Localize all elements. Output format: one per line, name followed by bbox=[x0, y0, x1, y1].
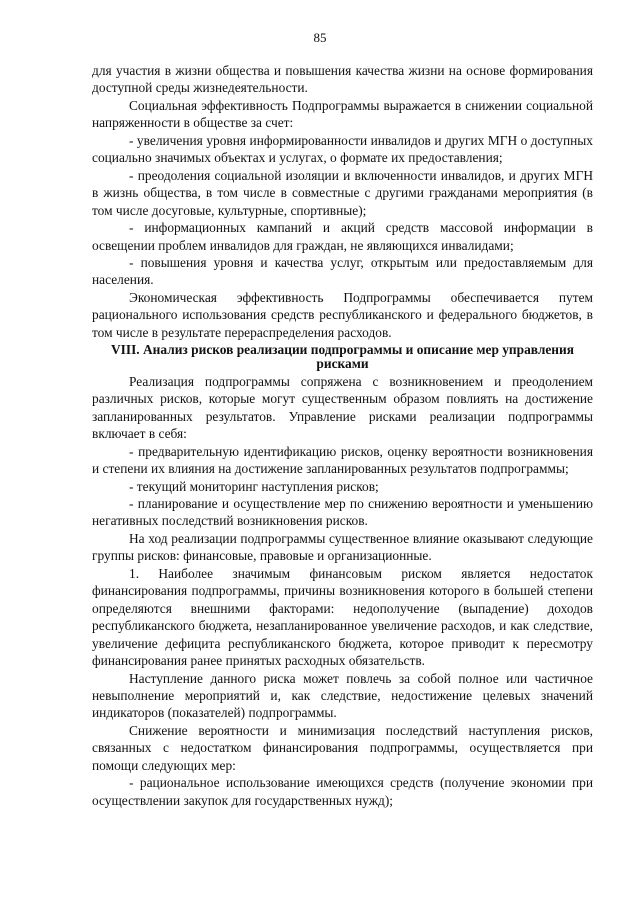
paragraph: На ход реализации подпрограммы существенное влияние оказывают следующие группы рисков: финансовые, правовые и организационные. bbox=[92, 530, 593, 564]
paragraph: Снижение вероятности и минимизация последствий наступления рисков, связанных с недостатком финансирования подпрограммы, осуществляется при помощи следующих мер: bbox=[92, 722, 593, 773]
list-item: - преодоления социальной изоляции и включенности инвалидов, и других МГН в жизнь общества, в том числе в совместные с другими гражданами мероприятия (в том числе досуговые, культурные, спортивные); bbox=[92, 167, 593, 218]
list-item: - повышения уровня и качества услуг, открытым или предоставляемым для населения. bbox=[92, 254, 593, 288]
paragraph: для участия в жизни общества и повышения качества жизни на основе формирования доступной среды жизнедеятельности. bbox=[92, 63, 593, 96]
list-item: - текущий мониторинг наступления рисков; bbox=[129, 478, 379, 494]
page-number: 85 bbox=[313, 30, 327, 45]
document-body bbox=[92, 62, 593, 809]
paragraph: 1. Наиболее значимым финансовым риском является недостаток финансирования подпрограммы, причины возникновения которого в большей степени определяются внешними факторами: недополучение (выпадение) доходов республиканского бюджета, незапланированное увеличение расходов, и как следствие, увеличение дефицита республиканского бюджета, которое приводит к пересмотру финансирования ранее принятых расходных обязательств. bbox=[92, 565, 593, 669]
section-heading: VIII. Анализ рисков реализации подпрограммы и описание мер управления рисками bbox=[111, 342, 574, 372]
list-item: - планирование и осуществление мер по снижению вероятности и уменьшению негативных последствий возникновения рисков. bbox=[92, 496, 593, 529]
list-item: - информационных кампаний и акций средств массовой информации в освещении проблем инвалидов для граждан, не являющихся инвалидами; bbox=[92, 220, 593, 253]
list-item: - увеличения уровня информированности инвалидов и других МГН о доступных социально значимых объектах и услугах, о формате их предоставления; bbox=[92, 132, 593, 166]
list-item: - рациональное использование имеющихся средств (получение экономии при осуществлении закупок для государственных нужд); bbox=[92, 775, 593, 808]
paragraph: Экономическая эффективность Подпрограммы обеспечивается путем рационального использования средств республиканского и федерального бюджетов, в том числе в результате перераспределения расходов. bbox=[92, 289, 593, 340]
list-item: - предварительную идентификацию рисков, оценку вероятности возникновения и степени их влияния на достижение запланированных результатов подпрограммы; bbox=[92, 443, 593, 477]
paragraph: Реализация подпрограммы сопряжена с возникновением и преодолением различных рисков, которые могут существенным образом повлиять на достижение запланированных результатов. Управление рисками реализации подпрограммы включает в себя: bbox=[92, 373, 593, 442]
paragraph: Социальная эффективность Подпрограммы выражается в снижении социальной напряженности в обществе за счет: bbox=[92, 97, 593, 131]
paragraph: Наступление данного риска может повлечь за собой полное или частичное невыполнение мероприятий и, как следствие, недостижение целевых значений индикаторов (показателей) подпрограммы. bbox=[92, 670, 593, 721]
